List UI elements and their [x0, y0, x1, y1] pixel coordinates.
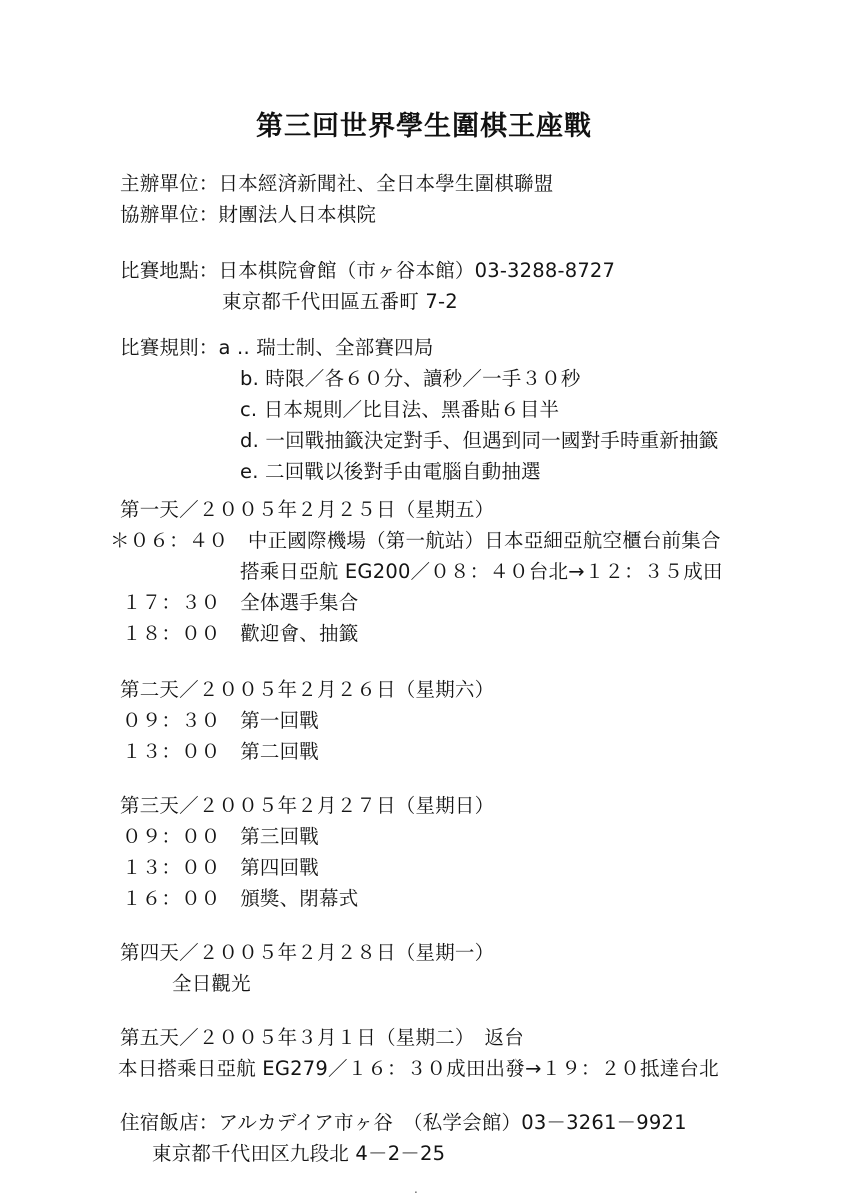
day-3-line-1: ０９：００ 第三回戰	[122, 825, 320, 848]
day-1-line-1: ＊０６：４０ 中正國際機場（第一航站）日本亞細亞航空櫃台前集合	[110, 529, 721, 552]
day-3-line-3: １６：００ 頒獎、閉幕式	[122, 887, 359, 910]
day-2-line-2: １３：００ 第二回戰	[122, 740, 320, 763]
day-4-line-1: 全日觀光	[172, 972, 251, 995]
page-title: 第三回世界學生圍棋王座戰	[256, 111, 592, 142]
organizer-line-1: 主辦單位：日本經済新聞社、全日本學生圍棋聯盟	[120, 172, 554, 195]
day-2-heading: 第二天／２００５年２月２６日（星期六）	[120, 678, 495, 701]
day-1-line-4: １８：００ 歡迎會、抽籤	[122, 622, 359, 645]
rules-heading: 比賽規則：a .. 瑞士制、全部賽四局	[120, 336, 434, 359]
day-5-heading: 第五天／２００５年３月１日（星期二） 返台	[120, 1026, 524, 1049]
day-5-line-1: 本日搭乘日亞航 EG279／１６：３０成田出發→１９：２０抵達台北	[118, 1057, 719, 1080]
rules-item-e: e. 二回戰以後對手由電腦自動抽選	[240, 460, 541, 483]
day-1-heading: 第一天／２００５年２月２５日（星期五）	[120, 498, 495, 521]
day-1-line-2: 搭乘日亞航 EG200／０８：４０台北→１２：３５成田	[240, 560, 723, 583]
day-4-heading: 第四天／２００５年２月２８日（星期一）	[120, 941, 495, 964]
day-2-line-1: ０９：３０ 第一回戰	[122, 709, 320, 732]
rules-item-b: b. 時限／各６０分、讀秒／一手３０秒	[240, 367, 581, 390]
venue-line-2: 東京都千代田區五番町 7-2	[222, 290, 458, 313]
hotel-line-2: 東京都千代田区九段北 4－2－25	[152, 1142, 446, 1165]
rules-item-d: d. 一回戰抽籤決定對手、但遇到同一國對手時重新抽籤	[240, 429, 719, 452]
day-1-line-3: １７：３０ 全体選手集合	[122, 591, 359, 614]
day-3-line-2: １３：００ 第四回戰	[122, 856, 320, 879]
hotel-line-1: 住宿飯店：アルカデイア市ヶ谷 （私学会館）03－3261－9921	[120, 1111, 687, 1134]
rules-item-c: c. 日本規則／比目法、黑番貼６目半	[240, 398, 560, 421]
footer-mark: .	[414, 1182, 418, 1196]
venue-line-1: 比賽地點：日本棋院會館（市ヶ谷本館）03-3288-8727	[120, 259, 616, 282]
day-3-heading: 第三天／２００５年２月２７日（星期日）	[120, 794, 495, 817]
organizer-line-2: 協辦單位：財團法人日本棋院	[120, 203, 377, 226]
